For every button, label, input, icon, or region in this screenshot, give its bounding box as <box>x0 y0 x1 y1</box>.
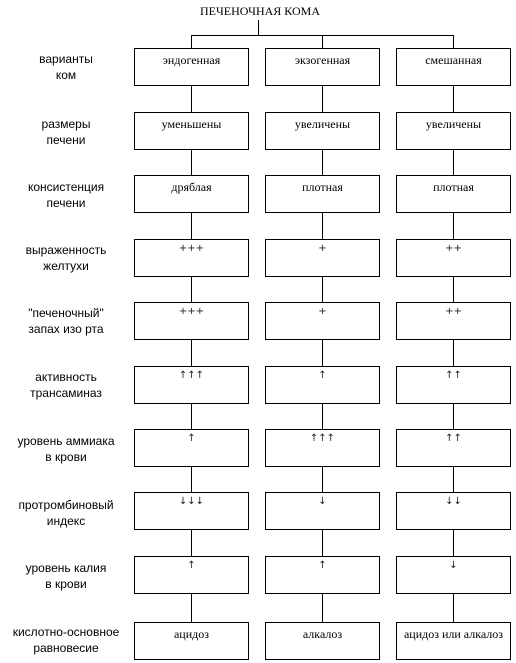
cell-blood-potassium-endogenous: ↑ <box>134 556 249 594</box>
cell-transaminase-activity-endogenous: ↑↑↑ <box>134 366 249 404</box>
cell-prothrombin-index-endogenous: ↓↓↓ <box>134 492 249 530</box>
row-label-liver-breath-odor: "печеночный" запах изо рта <box>28 306 104 336</box>
cell-liver-breath-odor-mixed: ++ <box>396 302 511 340</box>
cell-prothrombin-index-exogenous: ↓ <box>265 492 380 530</box>
row-label-blood-ammonia: уровень аммиака в крови <box>17 434 115 464</box>
cell-acid-base-balance-mixed: ацидоз или алкалоз <box>396 622 511 660</box>
cell-liver-consistency-exogenous: плотная <box>265 175 380 213</box>
cell-coma-variants-exogenous: экзогенная <box>265 48 380 86</box>
cell-prothrombin-index-mixed: ↓↓ <box>396 492 511 530</box>
cell-liver-size-exogenous: увеличены <box>265 112 380 150</box>
cell-blood-ammonia-exogenous: ↑↑↑ <box>265 429 380 467</box>
row-label-transaminase-activity: активность трансаминаз <box>30 370 102 400</box>
cell-jaundice-severity-endogenous: +++ <box>134 239 249 277</box>
cell-acid-base-balance-endogenous: ацидоз <box>134 622 249 660</box>
cell-jaundice-severity-mixed: ++ <box>396 239 511 277</box>
row-label-jaundice-severity: выраженность желтухи <box>25 243 107 273</box>
cell-blood-ammonia-mixed: ↑↑ <box>396 429 511 467</box>
cell-acid-base-balance-exogenous: алкалоз <box>265 622 380 660</box>
row-label-acid-base-balance: кислотно-основное равновесие <box>12 625 120 655</box>
row-label-prothrombin-index: протромбиновый индекс <box>18 498 114 528</box>
cell-blood-ammonia-endogenous: ↑ <box>134 429 249 467</box>
row-label-blood-potassium: уровень калия в крови <box>25 561 107 591</box>
cell-blood-potassium-exogenous: ↑ <box>265 556 380 594</box>
cell-liver-size-endogenous: уменьшены <box>134 112 249 150</box>
cell-liver-size-mixed: увеличены <box>396 112 511 150</box>
cell-blood-potassium-mixed: ↓ <box>396 556 511 594</box>
title-connector <box>192 20 454 36</box>
cell-coma-variants-mixed: смешанная <box>396 48 511 86</box>
cell-liver-consistency-endogenous: дряблая <box>134 175 249 213</box>
cell-transaminase-activity-mixed: ↑↑ <box>396 366 511 404</box>
cell-transaminase-activity-exogenous: ↑ <box>265 366 380 404</box>
cell-coma-variants-endogenous: эндогенная <box>134 48 249 86</box>
row-label-coma-variants: варианты ком <box>39 52 93 82</box>
row-label-liver-size: размеры печени <box>41 117 91 147</box>
cell-liver-breath-odor-endogenous: +++ <box>134 302 249 340</box>
row-label-liver-consistency: консистенция печени <box>27 180 105 210</box>
cell-jaundice-severity-exogenous: + <box>265 239 380 277</box>
cell-liver-consistency-mixed: плотная <box>396 175 511 213</box>
cell-liver-breath-odor-exogenous: + <box>265 302 380 340</box>
diagram-title: ПЕЧЕНОЧНАЯ КОМА <box>200 4 320 18</box>
